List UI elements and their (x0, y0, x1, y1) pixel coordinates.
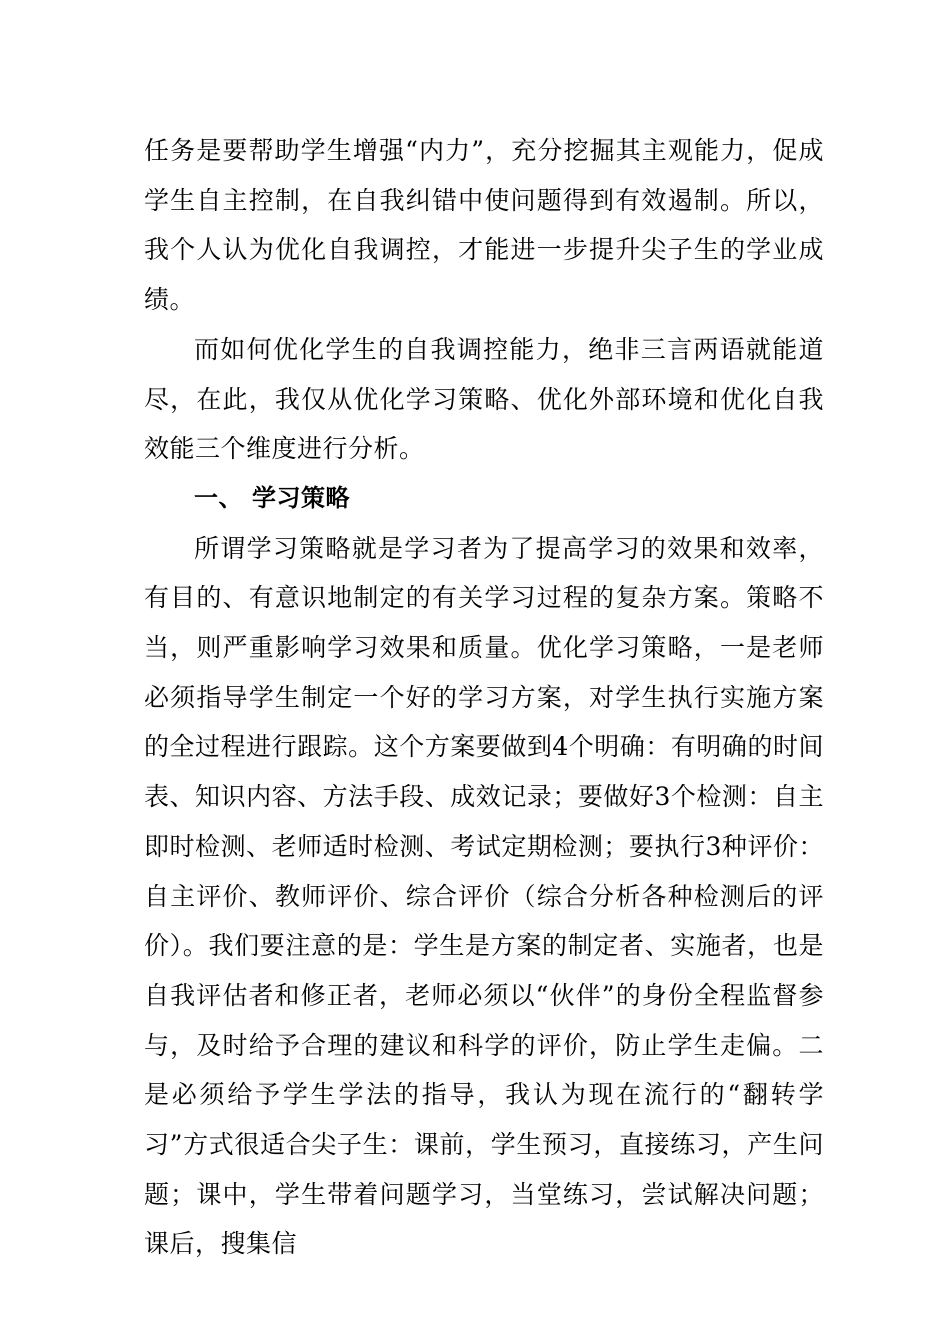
section-heading (144, 474, 824, 524)
section-number: 一、 (194, 483, 243, 512)
section-title: 学习策略 (252, 483, 350, 512)
paragraph-learning-strategy: 所谓学习策略就是学习者为了提高学习的效果和效率，有目的、有意识地制定的有关学习过程的复杂方案。策略不当，则严重影响学习效果和质量。优化学习策略，一是老师必须指导学生制定一个好的学习方案，对学生执行实施方案的全过程进行跟踪。这个方案要做到4个明确：有明确的时间表、知识内容、方法手段、成效记录；要做好3个检测：自主即时检测、老师适时检测、考试定期检测；要执行3种评价：自主评价、教师评价、综合评价（综合分析各种检测后的评价）。我们要注意的是：学生是方案的制定者、实施者，也是自我评估者和修正者，老师必须以“伙伴”的身份全程监督参与，及时给予合理的建议和科学的评价，防止学生走偏。二是必须给予学生学法的指导，我认为现在流行的“翻转学习”方式很适合尖子生：课前，学生预习，直接练习，产生问题；课中，学生带着问题学习，当堂练习，尝试解决问题；课后，搜集信 (144, 533, 824, 1259)
paragraph-continuation: 任务是要帮助学生增强“内力”，充分挖掘其主观能力，促成学生自主控制，在自我纠错中使问题得到有效遏制。所以，我个人认为优化自我调控，才能进一步提升尖子生的学业成绩。 (144, 136, 824, 315)
paragraph-intro: 而如何优化学生的自我调控能力，绝非三言两语就能道尽，在此，我仅从优化学习策略、优化外部环境和优化自我效能三个维度进行分析。 (144, 334, 824, 464)
document-body (144, 126, 824, 1269)
